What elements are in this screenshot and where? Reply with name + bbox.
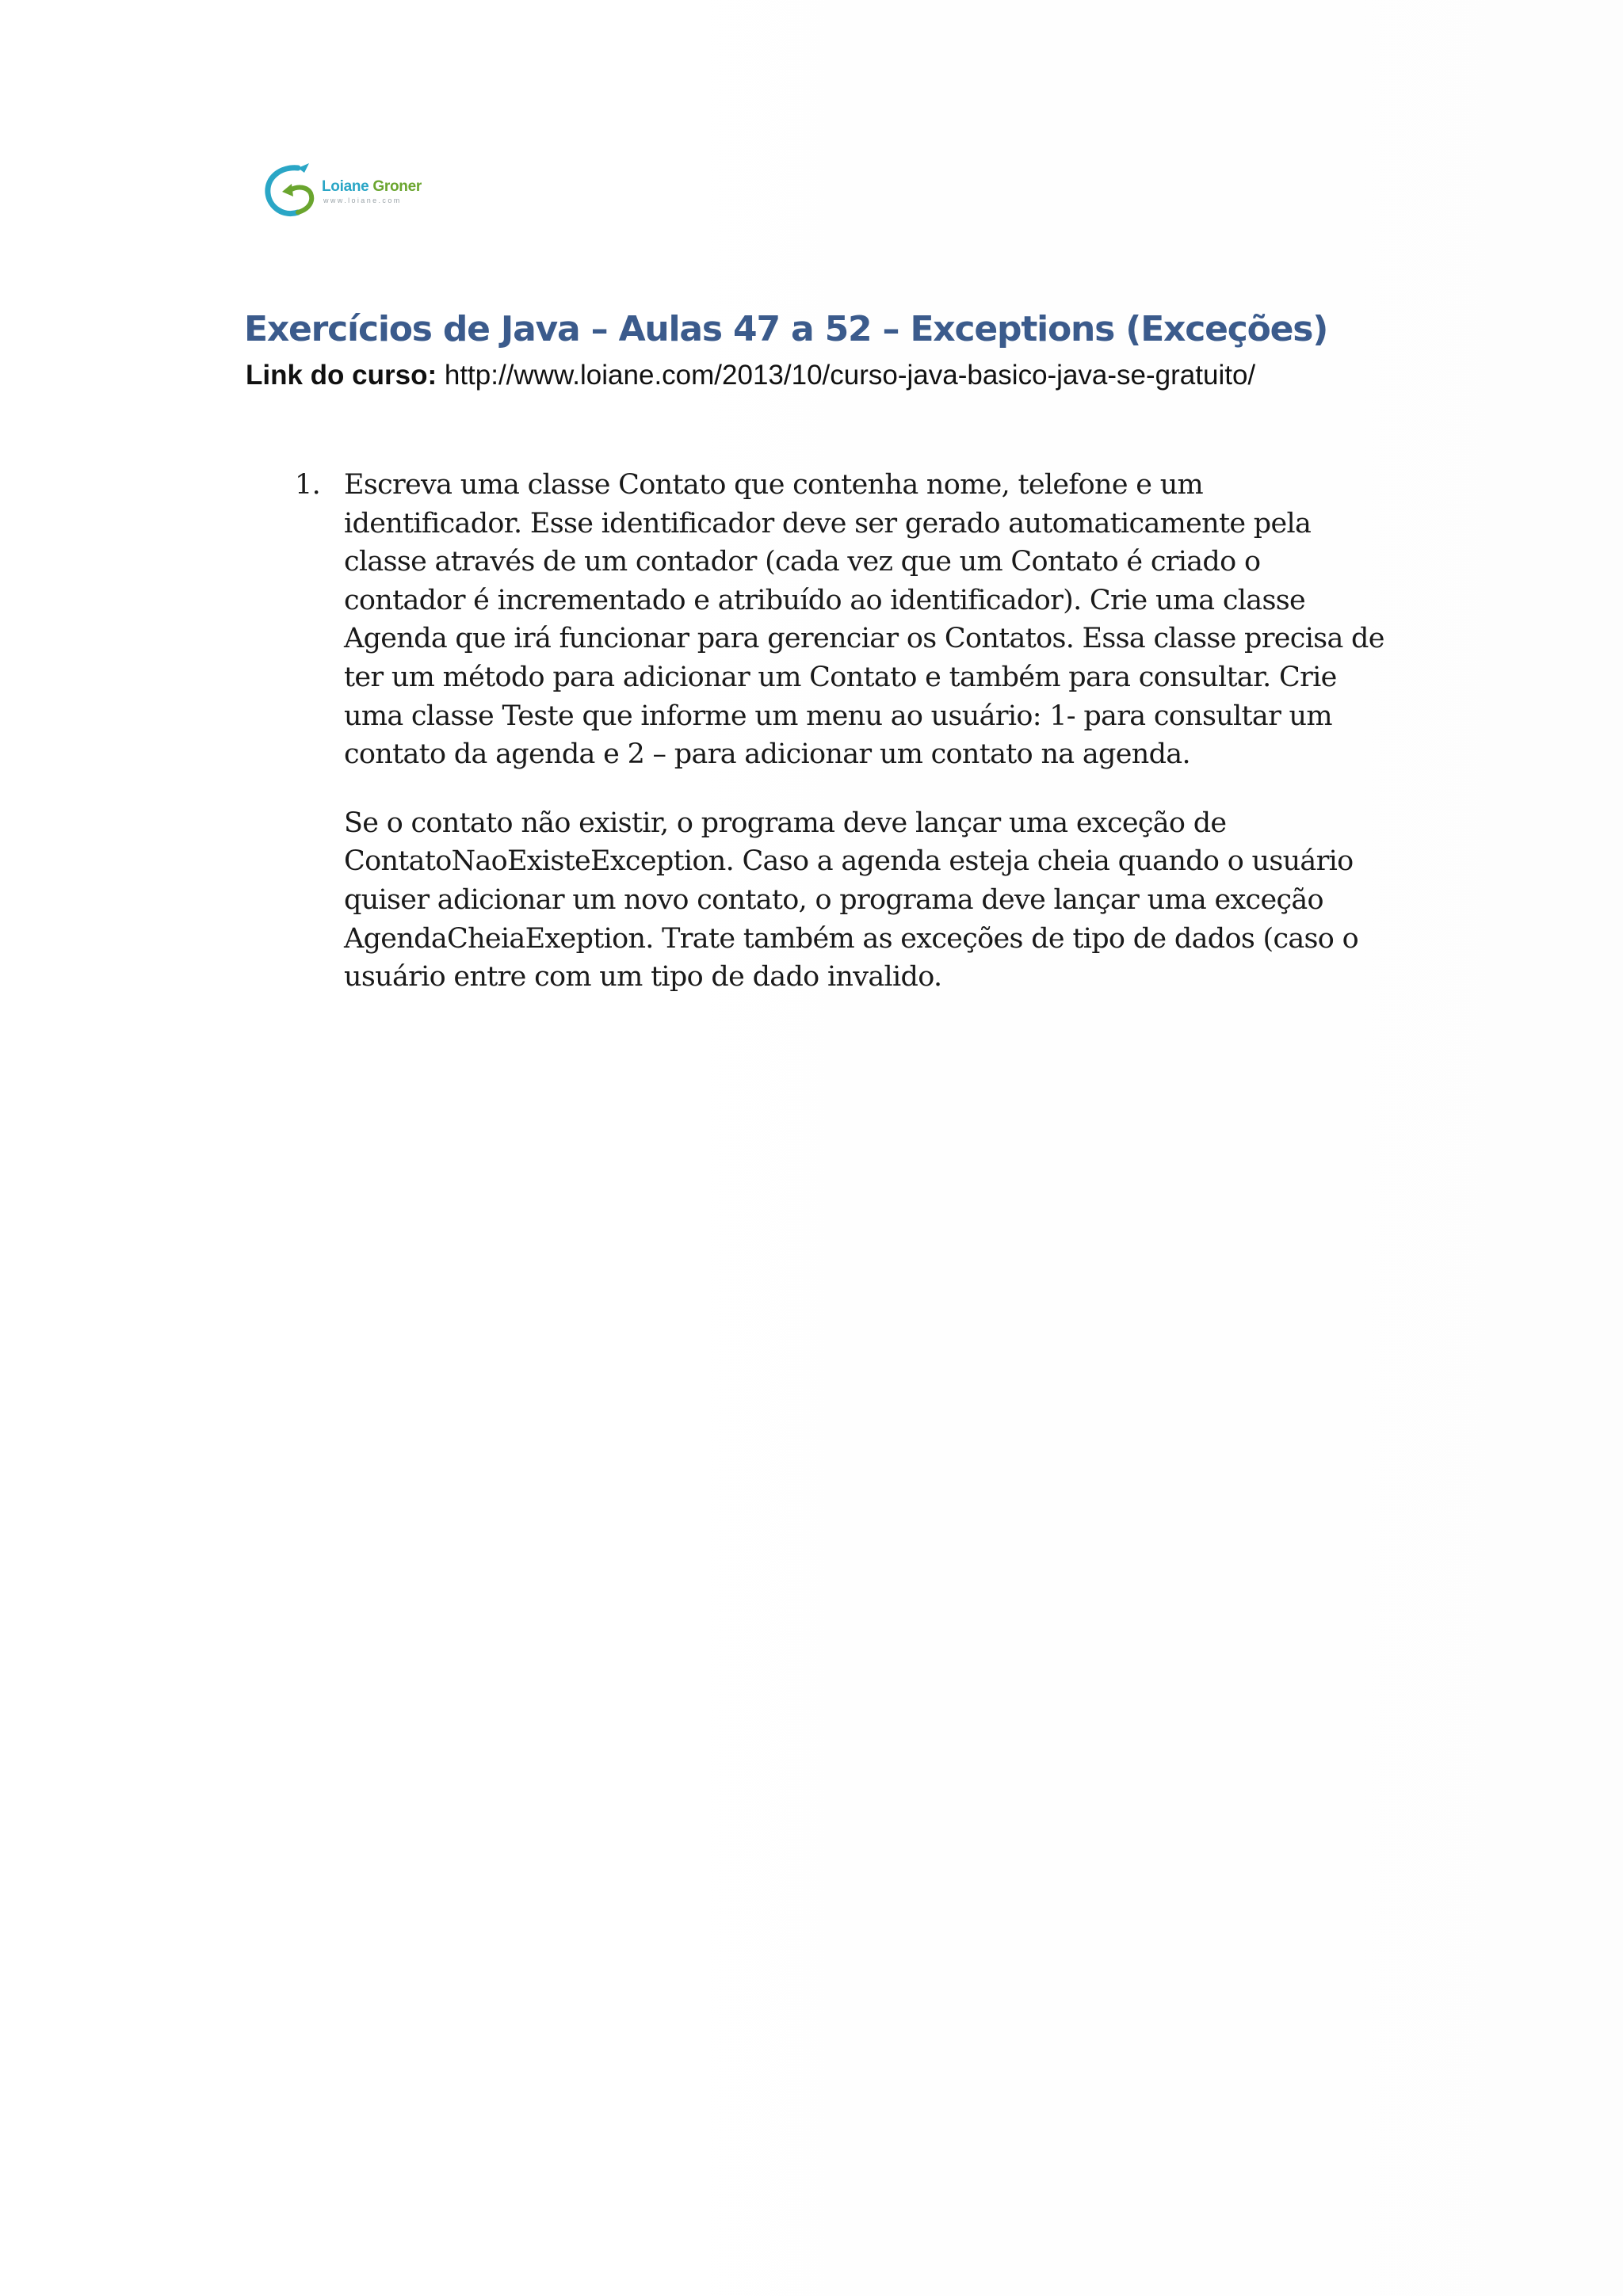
- exercise-paragraph-statement: Escreva uma classe Contato que contenha nome, telefone e um identificador. Esse identificador deve ser gerado automaticamente pela classe através de um contador (cada vez que um Contato é criado o contador é incrementado e atribuído ao identificador). Crie uma classe Agenda que irá funcionar para gerenciar os Contatos. Essa classe precisa de ter um método para adicionar um Contato e também para consultar. Crie uma classe Teste que informe um menu ao usuário: 1- para consultar um contato da agenda e 2 – para adicionar um contato na agenda.: [344, 469, 1384, 771]
- document-title: Exercícios de Java – Aulas 47 a 52 – Exceptions (Exceções): [244, 309, 1328, 349]
- exercise-body: [344, 466, 1388, 997]
- logo-first-name: Loiane: [322, 178, 369, 195]
- loiane-groner-logo: [263, 162, 445, 225]
- exercise-number: 1.: [295, 469, 320, 501]
- course-link-url: http://www.loiane.com/2013/10/curso-java-basico-java-se-gratuito/: [444, 360, 1256, 391]
- logo-last-name: Groner: [372, 178, 422, 195]
- exercise-item: [295, 466, 1388, 997]
- logo-swirl-icon: [263, 162, 320, 225]
- course-link-label: Link do curso:: [246, 360, 437, 391]
- logo-url: www.loiane.com: [323, 196, 402, 204]
- logo-wordmark: [322, 179, 422, 195]
- exercise-paragraph-exceptions: Se o contato não existir, o programa deve lançar uma exceção de ContatoNaoExisteException. Caso a agenda esteja cheia quando o usuário quiser adicionar um novo contato, o programa deve lançar uma exceção AgendaCheiaExeption. Trate também as exceções de tipo de dados (caso o usuário entre com um tipo de dado invalido.: [344, 807, 1358, 994]
- course-link-line: [246, 358, 1255, 393]
